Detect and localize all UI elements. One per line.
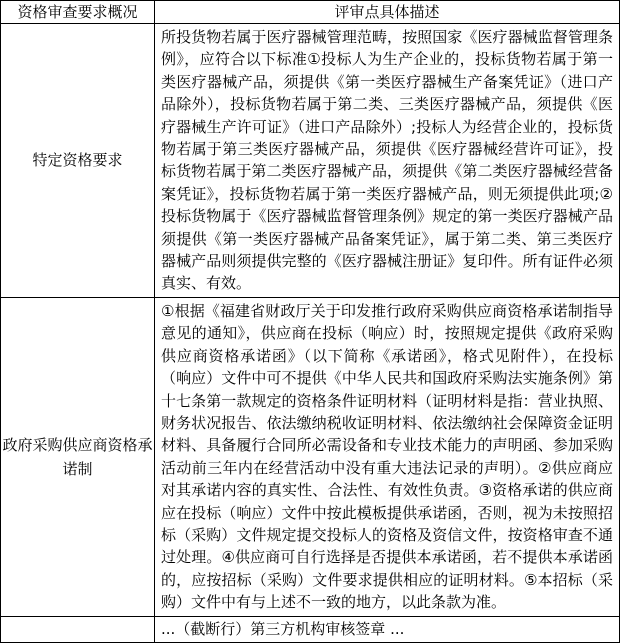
- row-description-cell: [155, 297, 620, 616]
- row-description-specific-qualification: 所投货物若属于医疗器械管理范畴，按照国家《医疗器械监督管理条例》，应符合以下标准①投标人为生产企业的，投标货物若属于第一类医疗器械产品，须提供《第一类医疗器械生产备案凭证》（进口产品除外），投标货物若属于第二类、三类医疗器械产品，须提供《医疗器械生产许可证》（进口产品除外）;投标人为经营企业的，投标货物若属于第三类医疗器械产品，须提供《医疗器械经营许可证》，投标货物若属于第二类医疗器械产品，须提供《第二类医疗器械经营备案凭证》，投标货物若属于第一类医疗器械产品，则无须提供此项;②投标货物属于《医疗器械监督管理条例》规定的第一类医疗器械产品须提供《第一类医疗器械产品备案凭证》，属于第二类、第三类医疗器械产品则须提供完整的《医疗器械注册证》复印件。所有证件必须真实、有效。: [161, 28, 613, 293]
- table-row: [1, 297, 620, 616]
- row-description-supplier-commitment: ①根据《福建省财政厅关于印发推行政府采购供应商资格承诺制指导意见的通知》，供应商在投标（响应）时，按照规定提供《政府采购供应商资格承诺函》（以下简称《承诺函》，格式见附件），在投标（响应）文件中可不提供《中华人民共和国政府采购法实施条例》第十七条第一款规定的资格条件证明材料（证明材料是指：营业执照、财务状况报告、依法缴纳税收证明材料、依法缴纳社会保障资金证明材料、具备履行合同所必需设备和专业技术能力的声明函、参加采购活动前三年内在经营活动中没有重大违法记录的声明）。②供应商应对其承诺内容的真实性、合法性、有效性负责。③资格承诺的供应商应在投标（响应）文件中按此模板提供承诺函，否则，视为未按照招标（采购）文件规定提交投标人的资格及资信文件，按资格审查不通过处理。④供应商可自行选择是否提供本承诺函，若不提供本承诺函的，应按招标（采购）文件要求提供相应的证明材料。⑤本招标（采购）文件中有与上述不一致的地方，以此条款为准。: [161, 301, 613, 612]
- table-row: [1, 24, 620, 298]
- row-label-supplier-commitment: 政府采购供应商资格承诺制: [1, 297, 155, 616]
- table-header-row: [1, 1, 620, 24]
- row-description-cell: [155, 24, 620, 298]
- row-description-truncated: ...（截断行）第三方机构审核签章 ...: [161, 619, 405, 638]
- header-review-point-description: 评审点具体描述: [155, 1, 620, 24]
- header-requirement-overview: 资格审查要求概况: [1, 1, 155, 24]
- table-row-truncated: [1, 616, 620, 642]
- row-label-truncated: [1, 616, 155, 642]
- row-description-cell: [155, 616, 620, 642]
- row-label-specific-qualification: 特定资格要求: [1, 24, 155, 298]
